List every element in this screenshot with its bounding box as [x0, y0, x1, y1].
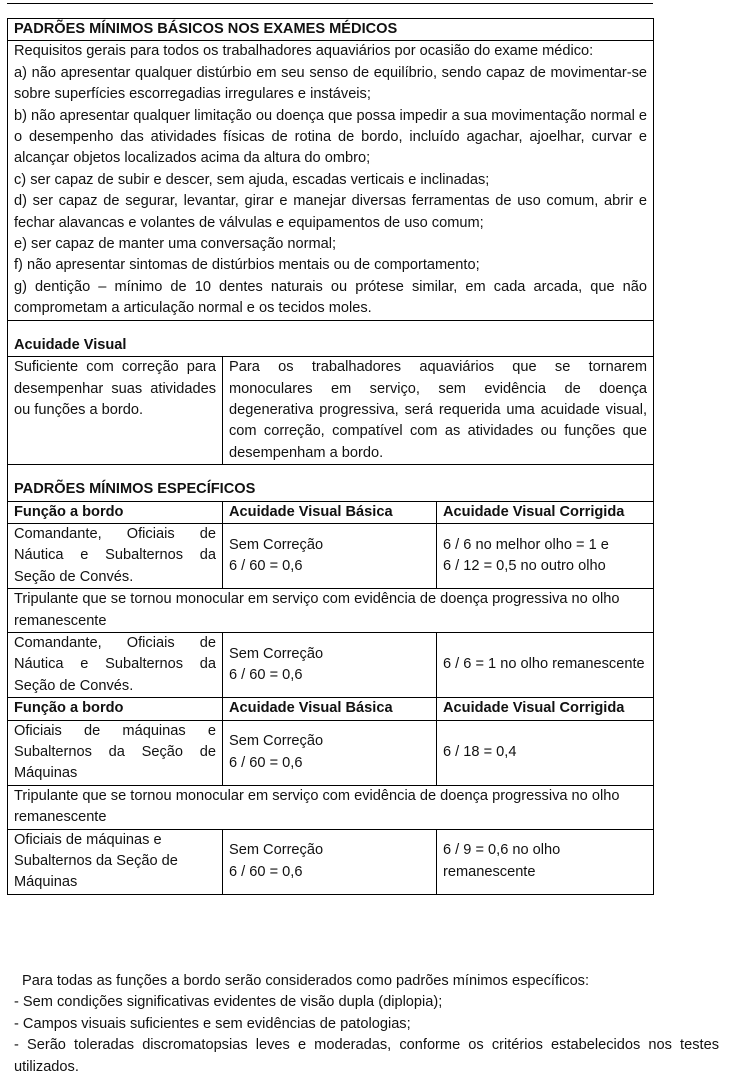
deck-header-row — [8, 501, 654, 523]
visual-acuity-right: Para os trabalhadores aquaviários que se tornarem monoculares em serviço, sem evidência de doença degenerativa progressiva, será requerida uma acuidade visual, com correção, compatível com as atividades ou funções que desempenham a bordo. — [223, 357, 654, 465]
deck-corrected-line2: 6 / 12 = 0,5 no outro olho — [443, 558, 606, 575]
header-corrected-acuity: Acuidade Visual Corrigida — [437, 501, 654, 523]
deck-monocular-row — [8, 632, 654, 697]
header-function: Função a bordo — [8, 501, 223, 523]
requirement-e: e) ser capaz de manter uma conversação normal; — [14, 236, 337, 253]
engine-monocular-row — [8, 829, 654, 894]
deck-mono-corrected: 6 / 6 = 1 no olho remanescente — [437, 632, 654, 697]
deck-corrected-line1: 6 / 6 no melhor olho = 1 e — [443, 536, 609, 553]
deck-row — [8, 523, 654, 588]
requirement-a: a) não apresentar qualquer distúrbio em seu senso de equilíbrio, sendo capaz de movimentar-se sobre superfícies escorregadias irregulares e instáveis; — [14, 64, 648, 103]
deck-mono-basic-line1: Sem Correção — [229, 645, 324, 662]
visual-acuity-row — [8, 357, 654, 465]
engine-mono-function: Oficiais de máquinas e Subalternos da Seção de Máquinas — [8, 829, 223, 894]
deck-mono-basic-line2: 6 / 60 = 0,6 — [229, 667, 303, 684]
requirement-g: g) dentição – mínimo de 10 dentes naturais ou prótese similar, em cada arcada, que não comprometam a articulação normal e os tecidos moles. — [14, 278, 648, 317]
basic-standards-title-row — [8, 19, 654, 41]
deck-mono-function: Comandante, Oficiais de Náutica e Subalternos da Seção de Convés. — [8, 632, 223, 697]
visual-acuity-title: Acuidade Visual — [8, 320, 654, 356]
engine-monocular-note: Tripulante que se tornou monocular em serviço com evidência de doença progressiva no olho remanescente — [8, 785, 654, 829]
specific-standards-title: PADRÕES MÍNIMOS ESPECÍFICOS — [8, 465, 654, 501]
engine-header-row — [8, 698, 654, 720]
medical-standards-table — [7, 18, 654, 895]
engine-basic-line2: 6 / 60 = 0,6 — [229, 754, 303, 771]
basic-standards-title: PADRÕES MÍNIMOS BÁSICOS NOS EXAMES MÉDICOS — [8, 19, 654, 41]
engine-corrected: 6 / 18 = 0,4 — [437, 720, 654, 785]
engine-function: Oficiais de máquinas e Subalternos da Seção de Máquinas — [8, 720, 223, 785]
requirement-c: c) ser capaz de subir e descer, sem ajuda, escadas verticais e inclinadas; — [14, 171, 490, 188]
specific-standards-title-row — [8, 465, 654, 501]
header-function-2: Função a bordo — [8, 698, 223, 720]
engine-basic-line1: Sem Correção — [229, 733, 324, 750]
engine-basic — [223, 720, 437, 785]
footer-item-dyschromatopsia: - Serão toleradas discromatopsias leves e moderadas, conforme os critérios estabelecidos nos testes utilizados. — [14, 1037, 719, 1075]
basic-standards-body-row — [8, 41, 654, 320]
deck-basic — [223, 523, 437, 588]
requirement-f: f) não apresentar sintomas de distúrbios mentais ou de comportamento; — [14, 257, 480, 274]
deck-monocular-note: Tripulante que se tornou monocular em serviço com evidência de doença progressiva no olho remanescente — [8, 589, 654, 633]
requirement-d: d) ser capaz de segurar, levantar, girar e manejar diversas ferramentas de uso comum, abrir e fechar alavancas e volantes de válvulas e equipamentos de uso comum; — [14, 193, 648, 231]
engine-mono-basic — [223, 829, 437, 894]
top-rule — [7, 3, 653, 4]
visual-acuity-left: Suficiente com correção para desempenhar suas atividades ou funções a bordo. — [8, 357, 223, 465]
requirement-b: b) não apresentar qualquer limitação ou doença que possa impedir a sua movimentação normal e o desempenho das atividades físicas de rotina de bordo, incluído agachar, ajoelhar, curvar e alcançar objetos localizados acima da altura do ombro; — [14, 107, 648, 167]
engine-mono-corrected: 6 / 9 = 0,6 no olho remanescente — [437, 829, 654, 894]
header-corrected-acuity-2: Acuidade Visual Corrigida — [437, 698, 654, 720]
deck-function: Comandante, Oficiais de Náutica e Subalternos da Seção de Convés. — [8, 523, 223, 588]
footer-item-visual-fields: - Campos visuais suficientes e sem evidências de patologias; — [14, 1015, 411, 1032]
basic-standards-body — [8, 41, 654, 320]
header-basic-acuity-2: Acuidade Visual Básica — [223, 698, 437, 720]
footer-item-diplopia: - Sem condições significativas evidentes de visão dupla (diplopia); — [14, 994, 443, 1011]
engine-mono-basic-line1: Sem Correção — [229, 842, 324, 859]
deck-basic-line2: 6 / 60 = 0,6 — [229, 558, 303, 575]
basic-standards-intro: Requisitos gerais para todos os trabalhadores aquaviários por ocasião do exame médico: — [14, 43, 594, 60]
visual-acuity-title-row — [8, 320, 654, 356]
header-basic-acuity: Acuidade Visual Básica — [223, 501, 437, 523]
engine-mono-basic-line2: 6 / 60 = 0,6 — [229, 863, 303, 880]
footer-notes — [14, 971, 719, 1078]
deck-basic-line1: Sem Correção — [229, 536, 324, 553]
engine-monocular-note-row — [8, 785, 654, 829]
deck-mono-basic — [223, 632, 437, 697]
engine-row — [8, 720, 654, 785]
footer-intro: Para todas as funções a bordo serão considerados como padrões mínimos específicos: — [22, 973, 590, 989]
deck-corrected — [437, 523, 654, 588]
deck-monocular-note-row — [8, 589, 654, 633]
